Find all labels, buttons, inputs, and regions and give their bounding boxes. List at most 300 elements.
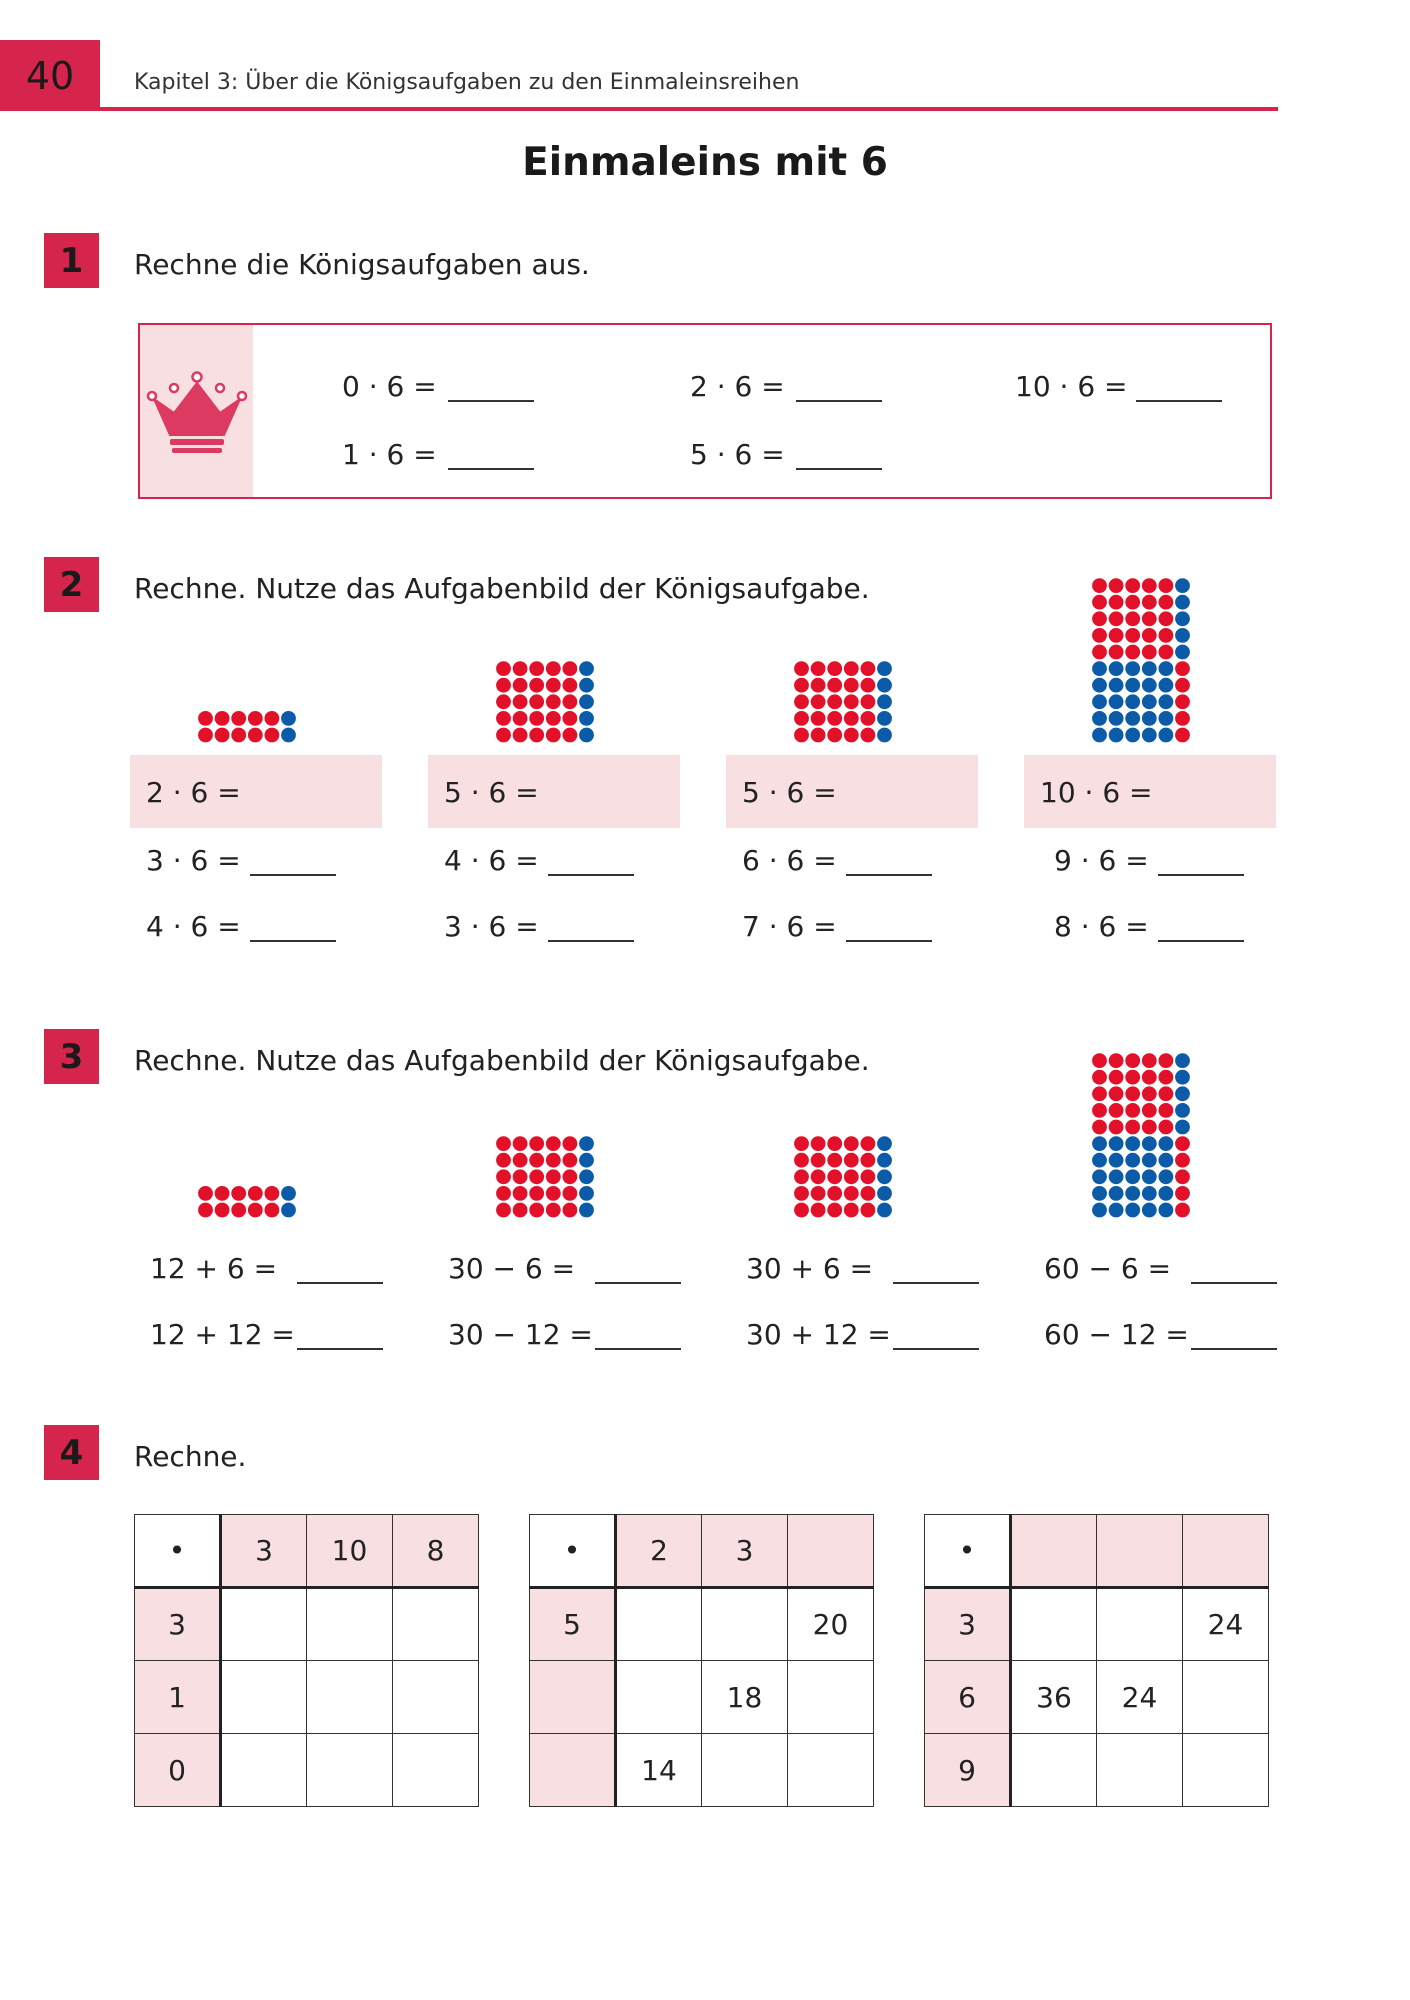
table-cell: 36 [1011, 1661, 1097, 1734]
dot [546, 1186, 561, 1201]
dot [265, 1203, 280, 1218]
dot [496, 678, 511, 693]
dot [513, 1169, 528, 1184]
dot [1109, 578, 1124, 593]
row-header[interactable] [530, 1734, 616, 1807]
table-cell[interactable] [307, 1734, 393, 1807]
dot [1142, 628, 1157, 643]
dot [1092, 1153, 1107, 1168]
dot [513, 661, 528, 676]
equation: 6 · 6 = [742, 844, 837, 877]
dot [827, 1153, 842, 1168]
dot [1159, 728, 1174, 743]
dot [1175, 578, 1190, 593]
equation: 30 − 6 = [448, 1252, 576, 1285]
dot [1092, 728, 1107, 743]
dot [844, 711, 859, 726]
dot [546, 661, 561, 676]
dot [1125, 1169, 1140, 1184]
dot [281, 1186, 296, 1201]
dot [877, 694, 892, 709]
dot [811, 728, 826, 743]
dot [529, 1153, 544, 1168]
column-header[interactable] [1097, 1515, 1183, 1588]
column-header: 10 [307, 1515, 393, 1588]
dot [1125, 711, 1140, 726]
dot [248, 711, 263, 726]
dot [811, 1153, 826, 1168]
dot [827, 694, 842, 709]
table-cell[interactable] [1097, 1588, 1183, 1661]
equation: 12 + 6 = [150, 1252, 278, 1285]
crown-icon [140, 325, 253, 497]
equation: 30 + 12 = [746, 1318, 891, 1351]
answer-blank[interactable] [893, 1282, 979, 1284]
dot-field-group-task-2 [0, 560, 1410, 750]
dot [877, 1136, 892, 1151]
dot [877, 1186, 892, 1201]
dot [1159, 1153, 1174, 1168]
dot [496, 711, 511, 726]
dot [215, 728, 230, 743]
dot-field-1 [198, 1186, 296, 1217]
dot [496, 661, 511, 676]
table-cell[interactable] [702, 1588, 788, 1661]
dot [1142, 578, 1157, 593]
table-cell[interactable] [702, 1734, 788, 1807]
answer-blank[interactable] [1136, 400, 1222, 402]
dot [1142, 711, 1157, 726]
dot [1109, 611, 1124, 626]
dot [1159, 595, 1174, 610]
answer-blank[interactable] [1158, 874, 1244, 876]
task-3-number: 3 [44, 1029, 99, 1084]
dot [1159, 628, 1174, 643]
dot [1175, 711, 1190, 726]
table-cell[interactable] [1183, 1734, 1269, 1807]
table-cell: 24 [1183, 1588, 1269, 1661]
dot [1159, 661, 1174, 676]
equation: 30 − 12 = [448, 1318, 593, 1351]
dot [546, 694, 561, 709]
dot [827, 661, 842, 676]
dot [1159, 711, 1174, 726]
answer-blank[interactable] [250, 874, 336, 876]
dot [1175, 628, 1190, 643]
dot [1175, 1153, 1190, 1168]
table-cell[interactable] [788, 1734, 874, 1807]
table-cell[interactable] [1097, 1734, 1183, 1807]
dot [1109, 1103, 1124, 1118]
dot [215, 1203, 230, 1218]
task-2-instruction: Rechne. Nutze das Aufgabenbild der Königsaufgabe. [134, 572, 870, 605]
multiplication-table-1 [134, 1514, 479, 1807]
dot [1175, 1070, 1190, 1085]
dot [827, 678, 842, 693]
dot-field-2 [496, 661, 594, 742]
dot [1109, 1120, 1124, 1135]
column-header[interactable] [1011, 1515, 1097, 1588]
dot [231, 728, 246, 743]
dot [1125, 645, 1140, 660]
page-title: Einmaleins mit 6 [522, 140, 888, 185]
dot [1175, 1053, 1190, 1068]
dot [529, 728, 544, 743]
dot [827, 1203, 842, 1218]
table-cell[interactable] [307, 1661, 393, 1734]
dot [844, 694, 859, 709]
dot [1092, 578, 1107, 593]
dot [1175, 1086, 1190, 1101]
dot [1125, 1136, 1140, 1151]
answer-blank[interactable] [595, 1282, 681, 1284]
table-cell[interactable] [221, 1734, 307, 1807]
dot [1125, 1203, 1140, 1218]
dot [1125, 678, 1140, 693]
dot [198, 1203, 213, 1218]
table-cell[interactable] [616, 1588, 702, 1661]
dot [1109, 1136, 1124, 1151]
dot [579, 1153, 594, 1168]
dot [861, 1203, 876, 1218]
dot [844, 1153, 859, 1168]
dot [811, 694, 826, 709]
column-header[interactable] [788, 1515, 874, 1588]
answer-blank[interactable] [796, 468, 882, 470]
dot [496, 1136, 511, 1151]
operator-cell: • [925, 1515, 1011, 1588]
dot [861, 1169, 876, 1184]
dot [1109, 711, 1124, 726]
dot [579, 694, 594, 709]
dot [513, 694, 528, 709]
dot [1092, 1203, 1107, 1218]
dot [1109, 645, 1124, 660]
dot [513, 1153, 528, 1168]
operator-cell: • [135, 1515, 221, 1588]
dot [579, 1136, 594, 1151]
dot [513, 1136, 528, 1151]
answer-blank[interactable] [297, 1282, 383, 1284]
dot [1125, 1186, 1140, 1201]
task-4-number: 4 [44, 1425, 99, 1480]
dot [1092, 1186, 1107, 1201]
dot [1125, 1086, 1140, 1101]
dot [1109, 1186, 1124, 1201]
dot [1092, 1136, 1107, 1151]
equation: 4 · 6 = [444, 844, 539, 877]
dot [1092, 1103, 1107, 1118]
dot [546, 1153, 561, 1168]
dot-field-3 [794, 1136, 892, 1217]
equation: 7 · 6 = [742, 910, 837, 943]
dot [1142, 611, 1157, 626]
dot [1109, 1086, 1124, 1101]
dot [844, 1136, 859, 1151]
multiplication-table-3 [924, 1514, 1269, 1807]
header-rule [100, 107, 1278, 111]
dot [1142, 694, 1157, 709]
row-header: 3 [135, 1588, 221, 1661]
king-equation: 10 · 6 = [1040, 776, 1153, 809]
answer-blank[interactable] [297, 1348, 383, 1350]
dot [579, 728, 594, 743]
dot [1092, 1169, 1107, 1184]
equation: 3 · 6 = [444, 910, 539, 943]
dot [827, 711, 842, 726]
dot [1159, 1053, 1174, 1068]
dot [1159, 578, 1174, 593]
dot [1142, 1153, 1157, 1168]
dot [877, 728, 892, 743]
column-header[interactable] [1183, 1515, 1269, 1588]
dot [1142, 1053, 1157, 1068]
dot [1159, 645, 1174, 660]
equation: 12 + 12 = [150, 1318, 295, 1351]
dot [563, 1186, 578, 1201]
dot [1175, 1136, 1190, 1151]
dot [1092, 1070, 1107, 1085]
dot [198, 728, 213, 743]
dot [794, 728, 809, 743]
answer-blank[interactable] [250, 940, 336, 942]
answer-blank[interactable] [1191, 1282, 1277, 1284]
dot [1142, 1186, 1157, 1201]
dot [794, 1169, 809, 1184]
dot [198, 711, 213, 726]
dot [794, 678, 809, 693]
dot [794, 711, 809, 726]
answer-blank[interactable] [1158, 940, 1244, 942]
dot [1109, 595, 1124, 610]
dot [1109, 1070, 1124, 1085]
dot [844, 661, 859, 676]
dot [794, 694, 809, 709]
table-cell[interactable] [393, 1588, 479, 1661]
table-cell[interactable] [221, 1661, 307, 1734]
dot [281, 711, 296, 726]
dot [1142, 1120, 1157, 1135]
dot [563, 711, 578, 726]
dot [1142, 1169, 1157, 1184]
dot [563, 694, 578, 709]
dot [529, 694, 544, 709]
dot [198, 1186, 213, 1201]
dot [861, 1186, 876, 1201]
dot [496, 1203, 511, 1218]
dot [877, 1169, 892, 1184]
answer-blank[interactable] [448, 468, 534, 470]
table-cell: 20 [788, 1588, 874, 1661]
dot [861, 711, 876, 726]
table-cell[interactable] [1011, 1588, 1097, 1661]
task-1-number: 1 [44, 233, 99, 288]
dot [1175, 611, 1190, 626]
king-tasks-box [138, 323, 1272, 499]
dot [265, 711, 280, 726]
table-cell: 18 [702, 1661, 788, 1734]
dot [546, 1203, 561, 1218]
dot [827, 1136, 842, 1151]
operator-cell: • [530, 1515, 616, 1588]
answer-blank[interactable] [1191, 1348, 1277, 1350]
dot [529, 1186, 544, 1201]
page-number: 40 [0, 40, 100, 111]
dot [827, 1186, 842, 1201]
dot [579, 661, 594, 676]
dot [1159, 1169, 1174, 1184]
answer-blank[interactable] [796, 400, 882, 402]
dot [231, 711, 246, 726]
dot [579, 1169, 594, 1184]
dot [877, 678, 892, 693]
dot [1159, 1186, 1174, 1201]
equation: 4 · 6 = [146, 910, 241, 943]
equation: 2 · 6 = [690, 370, 785, 403]
dot [563, 1153, 578, 1168]
equation: 60 − 6 = [1044, 1252, 1172, 1285]
dot [1092, 694, 1107, 709]
dot [877, 1203, 892, 1218]
dot [1175, 1120, 1190, 1135]
dot [265, 1186, 280, 1201]
dot [861, 728, 876, 743]
equation: 9 · 6 = [1054, 844, 1149, 877]
dot [563, 1203, 578, 1218]
dot [496, 694, 511, 709]
dot [529, 678, 544, 693]
dot [529, 711, 544, 726]
dot [1092, 628, 1107, 643]
dot [496, 1169, 511, 1184]
answer-blank[interactable] [846, 874, 932, 876]
dot [1125, 1053, 1140, 1068]
dot [529, 661, 544, 676]
dot [1125, 1120, 1140, 1135]
dot [496, 1153, 511, 1168]
dot [1142, 1136, 1157, 1151]
column-header: 2 [616, 1515, 702, 1588]
dot [563, 678, 578, 693]
dot [811, 711, 826, 726]
dot [844, 678, 859, 693]
dot [794, 1186, 809, 1201]
dot [1109, 728, 1124, 743]
table-cell[interactable] [393, 1734, 479, 1807]
dot [844, 1203, 859, 1218]
dot-field-3 [794, 661, 892, 742]
answer-blank[interactable] [548, 874, 634, 876]
dot [563, 1169, 578, 1184]
dot [1092, 611, 1107, 626]
dot [496, 728, 511, 743]
dot [1092, 661, 1107, 676]
dot [811, 1186, 826, 1201]
crown-cell [140, 325, 253, 497]
dot [1159, 1103, 1174, 1118]
dot [1175, 661, 1190, 676]
table-cell[interactable] [1183, 1661, 1269, 1734]
table-cell[interactable] [307, 1588, 393, 1661]
dot [1125, 694, 1140, 709]
dot-field-4 [1092, 578, 1190, 742]
king-equation: 2 · 6 = [146, 776, 241, 809]
table-cell[interactable] [788, 1661, 874, 1734]
dot [1142, 1086, 1157, 1101]
multiplication-table-2 [529, 1514, 874, 1807]
dot [1159, 694, 1174, 709]
dot [844, 728, 859, 743]
dot [1159, 1120, 1174, 1135]
dot [563, 728, 578, 743]
dot [877, 661, 892, 676]
answer-blank[interactable] [548, 940, 634, 942]
table-cell[interactable] [393, 1661, 479, 1734]
dot [811, 1169, 826, 1184]
dot [579, 678, 594, 693]
dot [1109, 661, 1124, 676]
dot [1175, 728, 1190, 743]
table-cell[interactable] [616, 1661, 702, 1734]
answer-blank[interactable] [448, 400, 534, 402]
dot [513, 1186, 528, 1201]
dot [1159, 1203, 1174, 1218]
dot [579, 711, 594, 726]
dot [563, 1136, 578, 1151]
column-header: 3 [221, 1515, 307, 1588]
row-header: 1 [135, 1661, 221, 1734]
answer-blank[interactable] [846, 940, 932, 942]
king-equation: 5 · 6 = [444, 776, 539, 809]
answer-blank[interactable] [595, 1348, 681, 1350]
dot [1142, 1070, 1157, 1085]
equation: 10 · 6 = [1015, 370, 1128, 403]
row-header[interactable] [530, 1661, 616, 1734]
dot [231, 1186, 246, 1201]
dot [1125, 628, 1140, 643]
dot [529, 1169, 544, 1184]
equation: 5 · 6 = [690, 438, 785, 471]
dot [844, 1169, 859, 1184]
row-header: 6 [925, 1661, 1011, 1734]
dot [1175, 1103, 1190, 1118]
dot [844, 1186, 859, 1201]
dot [1142, 728, 1157, 743]
dot [1175, 1186, 1190, 1201]
answer-blank[interactable] [893, 1348, 979, 1350]
dot [529, 1136, 544, 1151]
dot [281, 1203, 296, 1218]
column-header: 8 [393, 1515, 479, 1588]
table-cell[interactable] [1011, 1734, 1097, 1807]
dot [546, 1136, 561, 1151]
dot [1109, 1169, 1124, 1184]
dot [563, 661, 578, 676]
equation: 1 · 6 = [342, 438, 437, 471]
dot [1092, 595, 1107, 610]
dot-field-group-task-3 [0, 1035, 1410, 1225]
equation: 60 − 12 = [1044, 1318, 1189, 1351]
dot [1125, 611, 1140, 626]
dot [811, 661, 826, 676]
dot [546, 678, 561, 693]
dot [1142, 661, 1157, 676]
equation: 0 · 6 = [342, 370, 437, 403]
table-cell: 14 [616, 1734, 702, 1807]
table-cell[interactable] [221, 1588, 307, 1661]
dot [794, 1153, 809, 1168]
dot [1109, 1053, 1124, 1068]
